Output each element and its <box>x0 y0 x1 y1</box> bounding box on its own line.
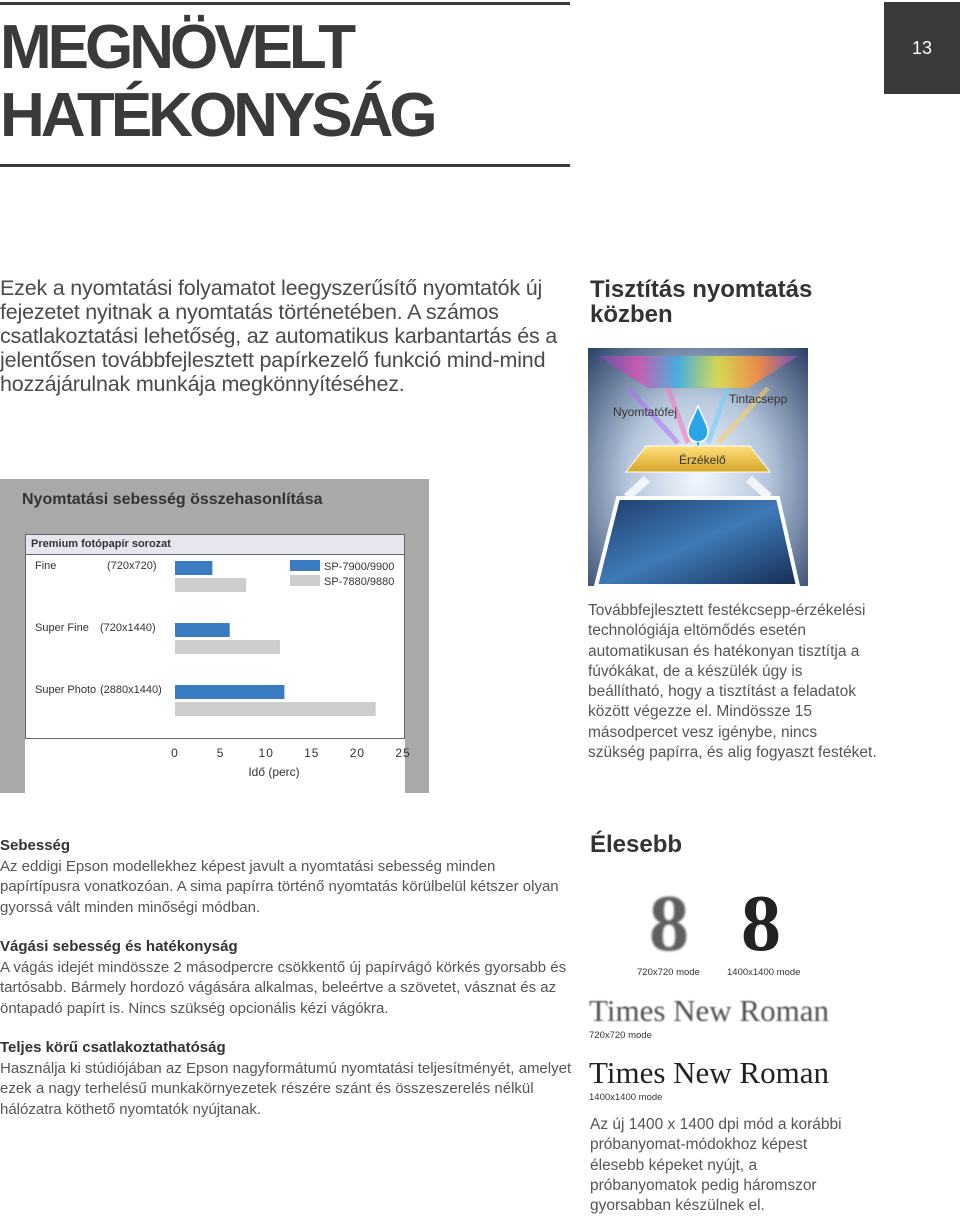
bar-0-0 <box>175 561 212 575</box>
section-connectivity-text: Használja ki stúdiójában az Epson nagyformátumú nyomtatási teljesítményét, amelyet ezek a nagy terhelésű munkakörnyezetek részére szánt és összeszerelés nélkül hálózatra köthető nyomtatók nyújtanak. <box>0 1059 572 1118</box>
chart-svg <box>0 479 429 793</box>
cleaning-paragraph: Továbbfejlesztett festékcsepp-érzékelési technológiája eltömődés esetén automatikusan és hatékonyan tisztítja a fúvókákat, de a készülék úgy is beállítható, hogy a tisztítást a feladatok között végezze el. Mindössze 15 másodpercet vesz igénybe, nincs szükség papírra, és alig fogyaszt festéket. <box>588 602 877 762</box>
cleaning-diagram-graphic <box>588 348 808 586</box>
font-sample-caption-1400: 1400x1400 mode <box>589 1092 663 1103</box>
ink-drop-shape <box>688 406 708 442</box>
legend-swatch-0 <box>290 560 320 571</box>
section-cutting-heading: Vágási sebesség és hatékonyság <box>0 938 238 955</box>
ink-drop-label: Tintacsepp <box>729 392 788 406</box>
bar-1-0 <box>175 623 230 637</box>
category-label-2: Super Photo <box>35 684 97 696</box>
digit-caption-720: 720x720 mode <box>637 967 700 978</box>
title-underline <box>0 164 570 167</box>
sharper-paragraph: Az új 1400 x 1400 dpi mód a korábbi próbanyomat-módokhoz képest élesebb képeket nyújt, a próbanyomatok pedig háromszor gyorsabban készülnek el. <box>590 1116 842 1215</box>
category-resolution-1: (720x1440) <box>100 622 156 634</box>
font-sample-1400: Times New Roman <box>589 1055 829 1090</box>
page-title <box>0 14 580 150</box>
paper-sheet-shape <box>596 498 798 586</box>
print-head-cleaning-illustration <box>588 348 808 586</box>
bar-0-1 <box>175 578 246 592</box>
font-sample-caption-720: 720x720 mode <box>589 1030 652 1041</box>
section-connectivity <box>0 1038 575 1120</box>
x-tick-4: 20 <box>349 746 366 760</box>
page-number: 13 <box>884 2 960 94</box>
sharper-heading: Élesebb <box>590 831 683 858</box>
legend-label-1: SP-7880/9880 <box>324 576 395 588</box>
digit-sample-1400: 8 <box>741 880 781 968</box>
section-speed-heading: Sebesség <box>0 837 71 854</box>
section-cutting-text: A vágás idejét mindössze 2 másodpercre csökkentő új papírvágó körkés gyorsabb és tartósabb. Bármely hordozó vágására alkalmas, beleértve a szövetet, vásznat és az öntapadó papírt is. Nincs szükség opcionális kézi vágókra. <box>0 958 567 1017</box>
bar-2-1 <box>175 702 376 716</box>
x-tick-1: 5 <box>216 746 225 760</box>
legend-label-0: SP-7900/9900 <box>324 561 395 573</box>
sharpness-comparison-illustration <box>587 880 857 1105</box>
category-label-0: Fine <box>35 560 57 572</box>
section-cutting <box>0 937 575 1019</box>
category-resolution-0: (720x720) <box>107 560 157 572</box>
print-head-label: Nyomtatófej <box>613 405 678 419</box>
cleaning-heading: Tisztítás nyomtatás közben <box>590 276 813 328</box>
x-tick-2: 10 <box>258 746 274 760</box>
intro-paragraph: Ezek a nyomtatási folyamatot leegyszerűsítő nyomtatók új fejezetet nyitnak a nyomtatás történetében. A számos csatlakoztatási lehetőség, az automatikus karbantartás és a jelentősen továbbfejlesztett papírkezelő funkció mind-mind hozzájárulnak munkája megkönnyítéséhez. <box>0 276 558 396</box>
chart-title: Nyomtatási sebesség összehasonlítása <box>22 491 323 508</box>
category-resolution-2: (2880x1440) <box>100 684 162 696</box>
font-sample-720: Times New Roman <box>589 993 829 1028</box>
top-rule <box>0 2 570 5</box>
x-tick-3: 15 <box>304 746 320 760</box>
category-label-1: Super Fine <box>35 622 89 634</box>
bar-1-1 <box>175 640 280 654</box>
digit-caption-1400: 1400x1400 mode <box>727 967 801 978</box>
section-connectivity-heading: Teljes körű csatlakoztathatóság <box>0 1039 226 1056</box>
speed-comparison-chart <box>0 479 429 793</box>
section-speed-text: Az eddigi Epson modellekhez képest javult a nyomtatási sebesség minden papírtípusra vonatkozóan. A sima papírra történő nyomtatás körülbelül kétszer olyan gyorssá vált minden minőségi módban. <box>0 857 559 916</box>
x-tick-5: 25 <box>395 746 411 760</box>
x-tick-0: 0 <box>171 746 179 760</box>
page-title-line-2: HATÉKONYSÁG <box>0 81 434 150</box>
digit-sample-720: 8 <box>649 880 689 968</box>
section-speed <box>0 836 575 918</box>
bar-2-0 <box>175 685 284 699</box>
chart-x-axis-label: Idő (perc) <box>248 765 300 779</box>
page-title-line-1: MEGNÖVELT <box>0 13 353 82</box>
sensor-label: Érzékelő <box>679 453 726 467</box>
legend-swatch-1 <box>290 575 320 586</box>
print-head-shape <box>598 356 798 388</box>
chart-subtitle: Premium fotópapír sorozat <box>26 535 404 555</box>
